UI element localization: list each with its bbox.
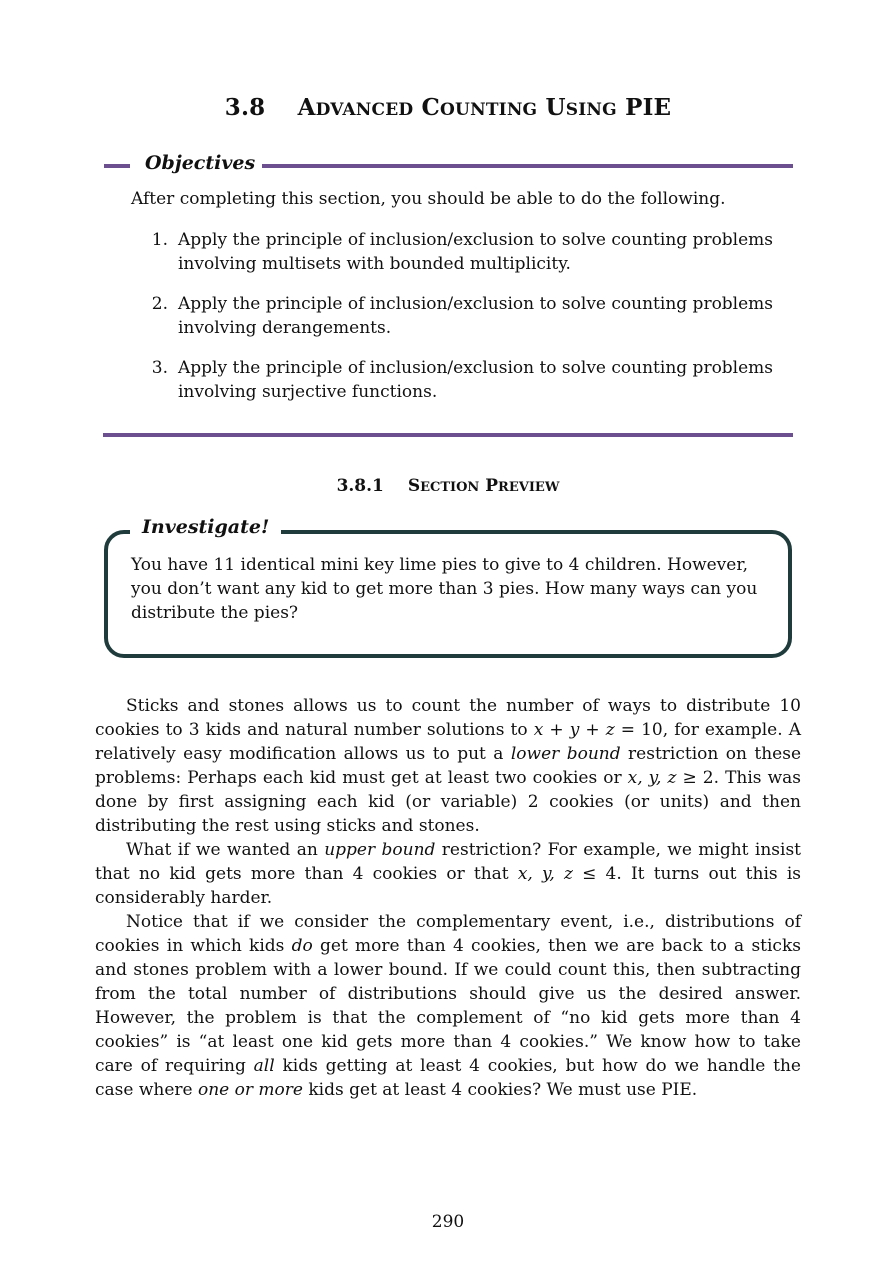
objective-text: Apply the principle of inclusion/exclusion to solve counting problems involving derangements. [178, 294, 774, 338]
subsection-number: 3.8.1 [336, 476, 384, 496]
objectives-list [140, 228, 780, 420]
section-title-text [298, 94, 672, 121]
subsection-title-word-1-initial: S [407, 476, 421, 496]
subsection-title [0, 476, 896, 496]
subsection-title-word-2-rest: REVIEW [498, 480, 560, 495]
section-title-word-3-rest: SING [565, 100, 617, 120]
paragraph-text: What if we wanted an [126, 840, 325, 860]
paragraph-text: kids getting at least 4 cookies, but how do we handle the case where [95, 1056, 801, 1100]
section-title-word-4-initial: PIE [625, 94, 672, 121]
objective-number: 2. [151, 294, 168, 314]
objectives-rule-bottom [103, 433, 793, 437]
paragraph-text: restriction on these problems: Perhaps each kid must get at least two cookies or [95, 744, 801, 788]
body-paragraph [95, 838, 801, 910]
emphasis-text: one or more [198, 1080, 303, 1100]
emphasis-text: all [253, 1056, 275, 1076]
subsection-title-word-2-initial: P [485, 476, 499, 496]
emphasis-text: do [291, 936, 313, 956]
investigate-text: You have 11 identical mini key lime pies to give to 4 children. However, you don’t want any kid to get more than 3 pies. How many ways can you distribute the pies? [131, 555, 758, 623]
paragraph-text: get more than 4 cookies, then we are back to a sticks and stones problem with a lower bound. If we could count this, then subtracting from the total number of distributions should give us the desired answer. However, the problem is that the complement of “no kid gets more than 4 cookies” is “at least one kid gets more than 4 cookies.” We know how to take care of requiring [95, 936, 801, 1076]
emphasis-text: upper bound [324, 840, 436, 860]
body-paragraph [95, 910, 801, 1102]
section-title-word-1-initial: A [297, 94, 316, 121]
paragraph-text: Notice that if we consider the complementary event, i.e., distributions of cookies in which kids [95, 912, 801, 956]
section-title-word-3-initial: U [545, 94, 566, 121]
investigate-heading: Investigate! [130, 516, 281, 538]
emphasis-text: lower bound [510, 744, 621, 764]
objective-number: 3. [151, 358, 168, 378]
paragraph-text: ≥ 2. This was done by first assigning each kid (or variable) 2 cookies (or units) and then distributing the rest using sticks and stones. [95, 768, 801, 836]
objectives-rule-right [262, 164, 793, 168]
section-title-word-1-rest: DVANCED [315, 100, 414, 120]
paragraph-text: Sticks and stones allows us to count the number of ways to distribute 10 cookies to 3 kids and natural number solutions to [95, 696, 801, 740]
objective-item [140, 292, 780, 340]
section-title-word-2-initial: C [421, 94, 441, 121]
section-title-word-2-rest: OUNTING [440, 100, 538, 120]
objectives-intro: After completing this section, you should be able to do the following. [131, 189, 726, 209]
objective-number: 1. [151, 230, 168, 250]
objective-item [140, 228, 780, 276]
objective-text: Apply the principle of inclusion/exclusion to solve counting problems involving surjective functions. [178, 358, 774, 402]
section-title [0, 94, 896, 121]
paragraph-text: ≤ 4. It turns out this is considerably harder. [95, 864, 801, 908]
objective-item [140, 356, 780, 404]
subsection-title-word-1-rest: ECTION [420, 480, 480, 495]
objective-text: Apply the principle of inclusion/exclusion to solve counting problems involving multisets with bounded multiplicity. [178, 230, 774, 274]
body-paragraph [95, 694, 801, 838]
body-text [95, 694, 801, 1102]
emphasis-text: x, y, z [517, 864, 573, 884]
objectives-heading: Objectives [145, 152, 256, 174]
objectives-rule-left [104, 164, 130, 168]
emphasis-text: x, y, z [627, 768, 677, 788]
paragraph-text: = 10, for example. A relatively easy modification allows us to put a [95, 720, 801, 764]
section-number: 3.8 [224, 94, 266, 121]
page-number: 290 [431, 1212, 465, 1232]
paragraph-text: kids get at least 4 cookies? We must use PIE. [302, 1080, 698, 1100]
paragraph-text: restriction? For example, we might insist that no kid gets more than 4 cookies or that [95, 840, 802, 884]
emphasis-text: x + y + z [533, 720, 615, 740]
